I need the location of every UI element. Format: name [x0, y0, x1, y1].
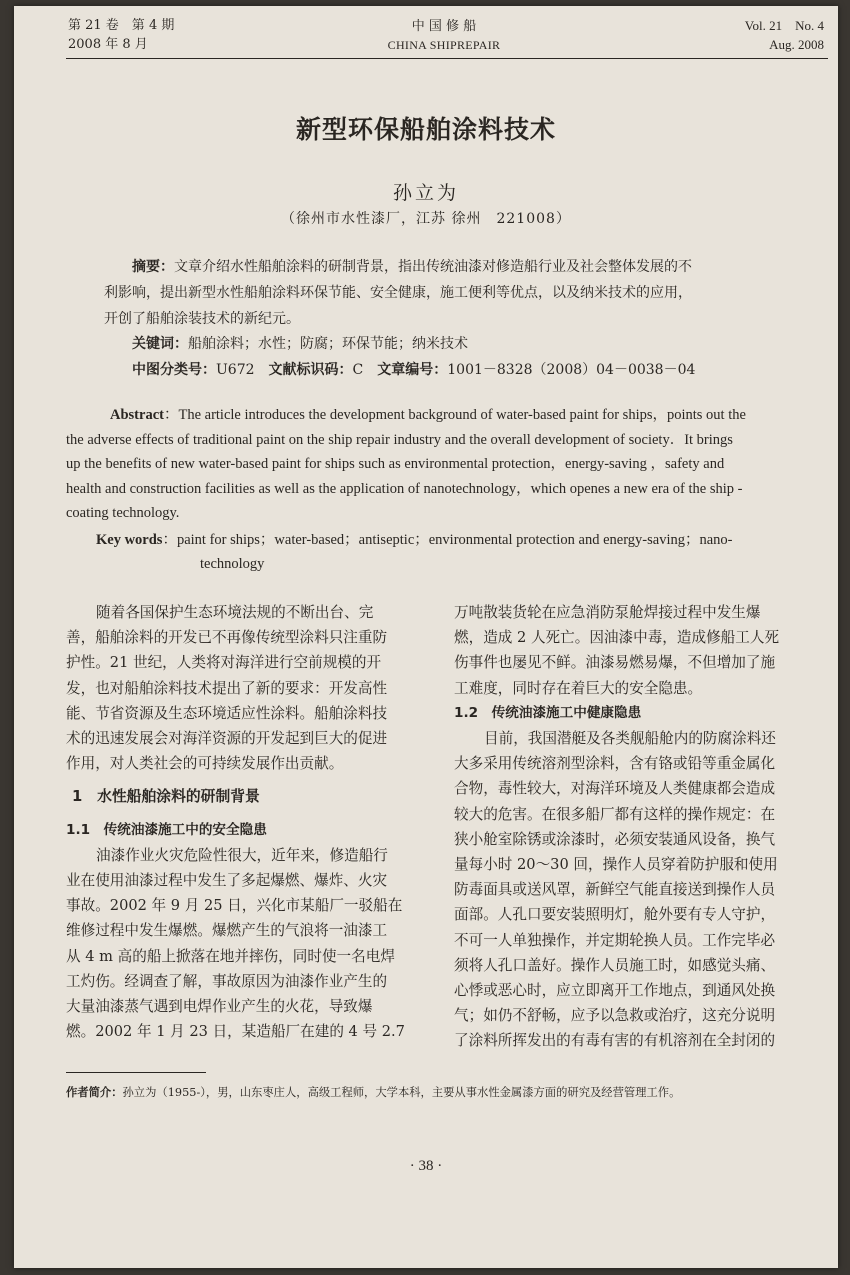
- body-column-left: [66, 600, 438, 1044]
- keywords-cn: [132, 333, 468, 353]
- abstract-en-line: Abstract：The article introduces the development background of water-based paint for ships，points out the: [110, 407, 746, 423]
- paragraph-line: 燃。2002 年 1 月 23 日，某造船厂在建的 4 号 2.7: [66, 1023, 405, 1041]
- abstract-cn-line: 摘要：文章介绍水性船舶涂料的研制背景，指出传统油漆对修造船行业及社会整体发展的不: [132, 259, 692, 275]
- paragraph-line: 心悸或恶心时，应立即离开工作地点，到通风处换: [454, 982, 776, 1000]
- paragraph-line: 业在使用油漆过程中发生了多起爆燃、爆炸、火灾: [66, 872, 388, 890]
- class-number-value: U672: [216, 362, 255, 378]
- keywords-en-line: technology: [200, 556, 265, 572]
- paragraph-line: 合物，毒性较大，对海洋环境及人类健康都会造成: [454, 780, 776, 798]
- paragraph-line: 须将人孔口盖好。操作人员施工时，如感觉头痛、: [454, 956, 776, 974]
- keywords-en-label: Key words: [96, 532, 163, 548]
- document-code-label: 文献标识码：: [268, 362, 353, 378]
- paragraph-line: 油漆作业火灾危险性很大，近年来，修造船行: [96, 846, 388, 864]
- paragraph-line: 不可一人单独操作，并定期轮换人员。工作完毕必: [454, 931, 776, 949]
- paragraph-line: 狭小舱室除锈或涂漆时，必须安装通风设备，换气: [454, 830, 776, 848]
- header-left: [68, 16, 174, 54]
- volume-issue-en: Vol. 21 No. 4: [744, 18, 824, 33]
- section-1-1-heading: 1.1 传统油漆施工中的安全隐患: [66, 821, 267, 838]
- body-column-right: [454, 600, 834, 1054]
- footnote-label: 作者简介：: [66, 1086, 123, 1099]
- page-number: · 38 ·: [409, 1158, 443, 1174]
- paragraph-line: 目前，我国潜艇及各类舰船舱内的防腐涂料还: [484, 730, 776, 748]
- classification-line: [132, 359, 695, 379]
- intro-line: 发，也对船舶涂料技术提出了新的要求：开发高性: [66, 679, 388, 697]
- keywords-en: [96, 528, 733, 576]
- paragraph-line: 大多采用传统溶剂型涂料，含有铬或铅等重金属化: [454, 755, 776, 773]
- abstract-en-line: coating technology.: [66, 505, 180, 522]
- paragraph-line: 大量油漆蒸气遇到电焊作业产生的火花，导致爆: [66, 998, 373, 1016]
- footnote-text: 孙立为（1955-），男，山东枣庄人，高级工程师，大学本科，主要从事水性金属漆方面的研究及经营管理工作。: [122, 1086, 681, 1099]
- date-en: Aug. 2008: [769, 37, 824, 52]
- paragraph-line: 燃，造成 2 人死亡。因油漆中毒，造成修船工人死: [454, 629, 780, 647]
- abstract-cn: [104, 254, 824, 332]
- intro-line: 能、节省资源及生态环境适应性涂料。船舶涂料技: [66, 704, 388, 722]
- intro-line: 术的迅速发展会对海洋资源的开发起到巨大的促进: [66, 730, 388, 748]
- footnote-rule: [66, 1072, 206, 1073]
- paragraph-line: 从 4 m 高的船上掀落在地并摔伤，同时使一名电焊: [66, 947, 395, 965]
- author-name: 孙立为: [392, 182, 459, 204]
- author-affiliation: （徐州市水性漆厂，江苏 徐州 221008）: [281, 211, 571, 227]
- article-number-label: 文章编号：: [377, 362, 448, 378]
- keywords-en-line: Key words：paint for ships；water-based；antiseptic；environmental protection and energy-saving；nano-: [96, 532, 733, 548]
- journal-name-cn: 中 国 修 船: [411, 19, 477, 34]
- abstract-en-line: the adverse effects of traditional paint on the ship repair industry and the overall development of society．It brings: [66, 431, 733, 448]
- paragraph-line: 气；如仍不舒畅，应予以急救或治疗，这充分说明: [454, 1007, 776, 1025]
- journal-page: [14, 6, 838, 1268]
- section-1-heading: 1 水性船舶涂料的研制背景: [72, 788, 260, 806]
- date-cn: 2008 年 8 月: [68, 37, 148, 52]
- abstract-en-line: health and construction facilities as well as the application of nanotechnology，which openes a new era of the ship -: [66, 480, 743, 497]
- abstract-cn-label: 摘要：: [132, 259, 174, 275]
- keywords-cn-text: 船舶涂料；水性；防腐；环保节能；纳米技术: [188, 336, 468, 352]
- paragraph-line: 量每小时 20～30 回，操作人员穿着防护服和使用: [454, 856, 778, 874]
- paragraph-line: 工灼伤。经调查了解，事故原因为油漆作业产生的: [66, 972, 388, 990]
- abstract-cn-line: 开创了船舶涂装技术的新纪元。: [104, 311, 300, 327]
- journal-name-en: CHINA SHIPREPAIR: [387, 38, 501, 52]
- document-code-value: C: [352, 362, 364, 378]
- paragraph-line: 防毒面具或送风罩，新鲜空气能直接送到操作人员: [454, 881, 776, 899]
- paragraph-line: 事故。2002 年 9 月 25 日，兴化市某船厂一驳船在: [66, 897, 403, 915]
- abstract-en-line: up the benefits of new water-based paint for ships such as environmental protection，energy-saving ，safety and: [66, 456, 725, 473]
- paragraph-line: 万吨散装货轮在应急消防泵舱焊接过程中发生爆: [454, 604, 761, 621]
- paragraph-line: 维修过程中发生爆燃。爆燃产生的气浪将一油漆工: [66, 922, 388, 940]
- abstract-en: [66, 403, 832, 526]
- paragraph-line: 较大的危害。在很多船厂都有这样的操作规定：在: [454, 805, 776, 823]
- intro-line: 作用，对人类社会的可持续发展作出贡献。: [66, 755, 344, 773]
- paragraph-line: 伤事件也屡见不鲜。油漆易燃易爆，不但增加了施: [454, 654, 776, 672]
- class-number-label: 中图分类号：: [132, 362, 216, 378]
- intro-line: 护性。21 世纪，人类将对海洋进行空前规模的开: [66, 654, 382, 672]
- section-1-2-heading: 1.2 传统油漆施工中健康隐患: [454, 704, 642, 721]
- header-right: [745, 16, 824, 54]
- intro-line: 善，船舶涂料的开发已不再像传统型涂料只注重防: [66, 629, 388, 647]
- paragraph-line: 面部。人孔口要安装照明灯，舱外要有专人守护，: [454, 906, 776, 924]
- article-number-value: 1001－8328（2008）04－0038－04: [447, 362, 696, 378]
- keywords-cn-label: 关键词：: [132, 336, 188, 352]
- header-rule: [66, 58, 828, 59]
- abstract-cn-line: 利影响，提出新型水性船舶涂料环保节能、安全健康，施工便利等优点，以及纳米技术的应用，: [104, 285, 692, 301]
- volume-issue-cn: 第 21 卷 第 4 期: [68, 18, 175, 33]
- intro-line: 随着各国保护生态环境法规的不断出台、完: [96, 604, 374, 621]
- author-footnote: [66, 1084, 680, 1100]
- header-center: [344, 18, 544, 54]
- abstract-en-label: Abstract: [110, 407, 164, 423]
- paragraph-line: 工难度，同时存在着巨大的安全隐患。: [454, 679, 703, 697]
- article-title: 新型环保船舶涂料技术: [295, 115, 556, 144]
- paragraph-line: 了涂料所挥发出的有毒有害的有机溶剂在全封闭的: [454, 1032, 776, 1050]
